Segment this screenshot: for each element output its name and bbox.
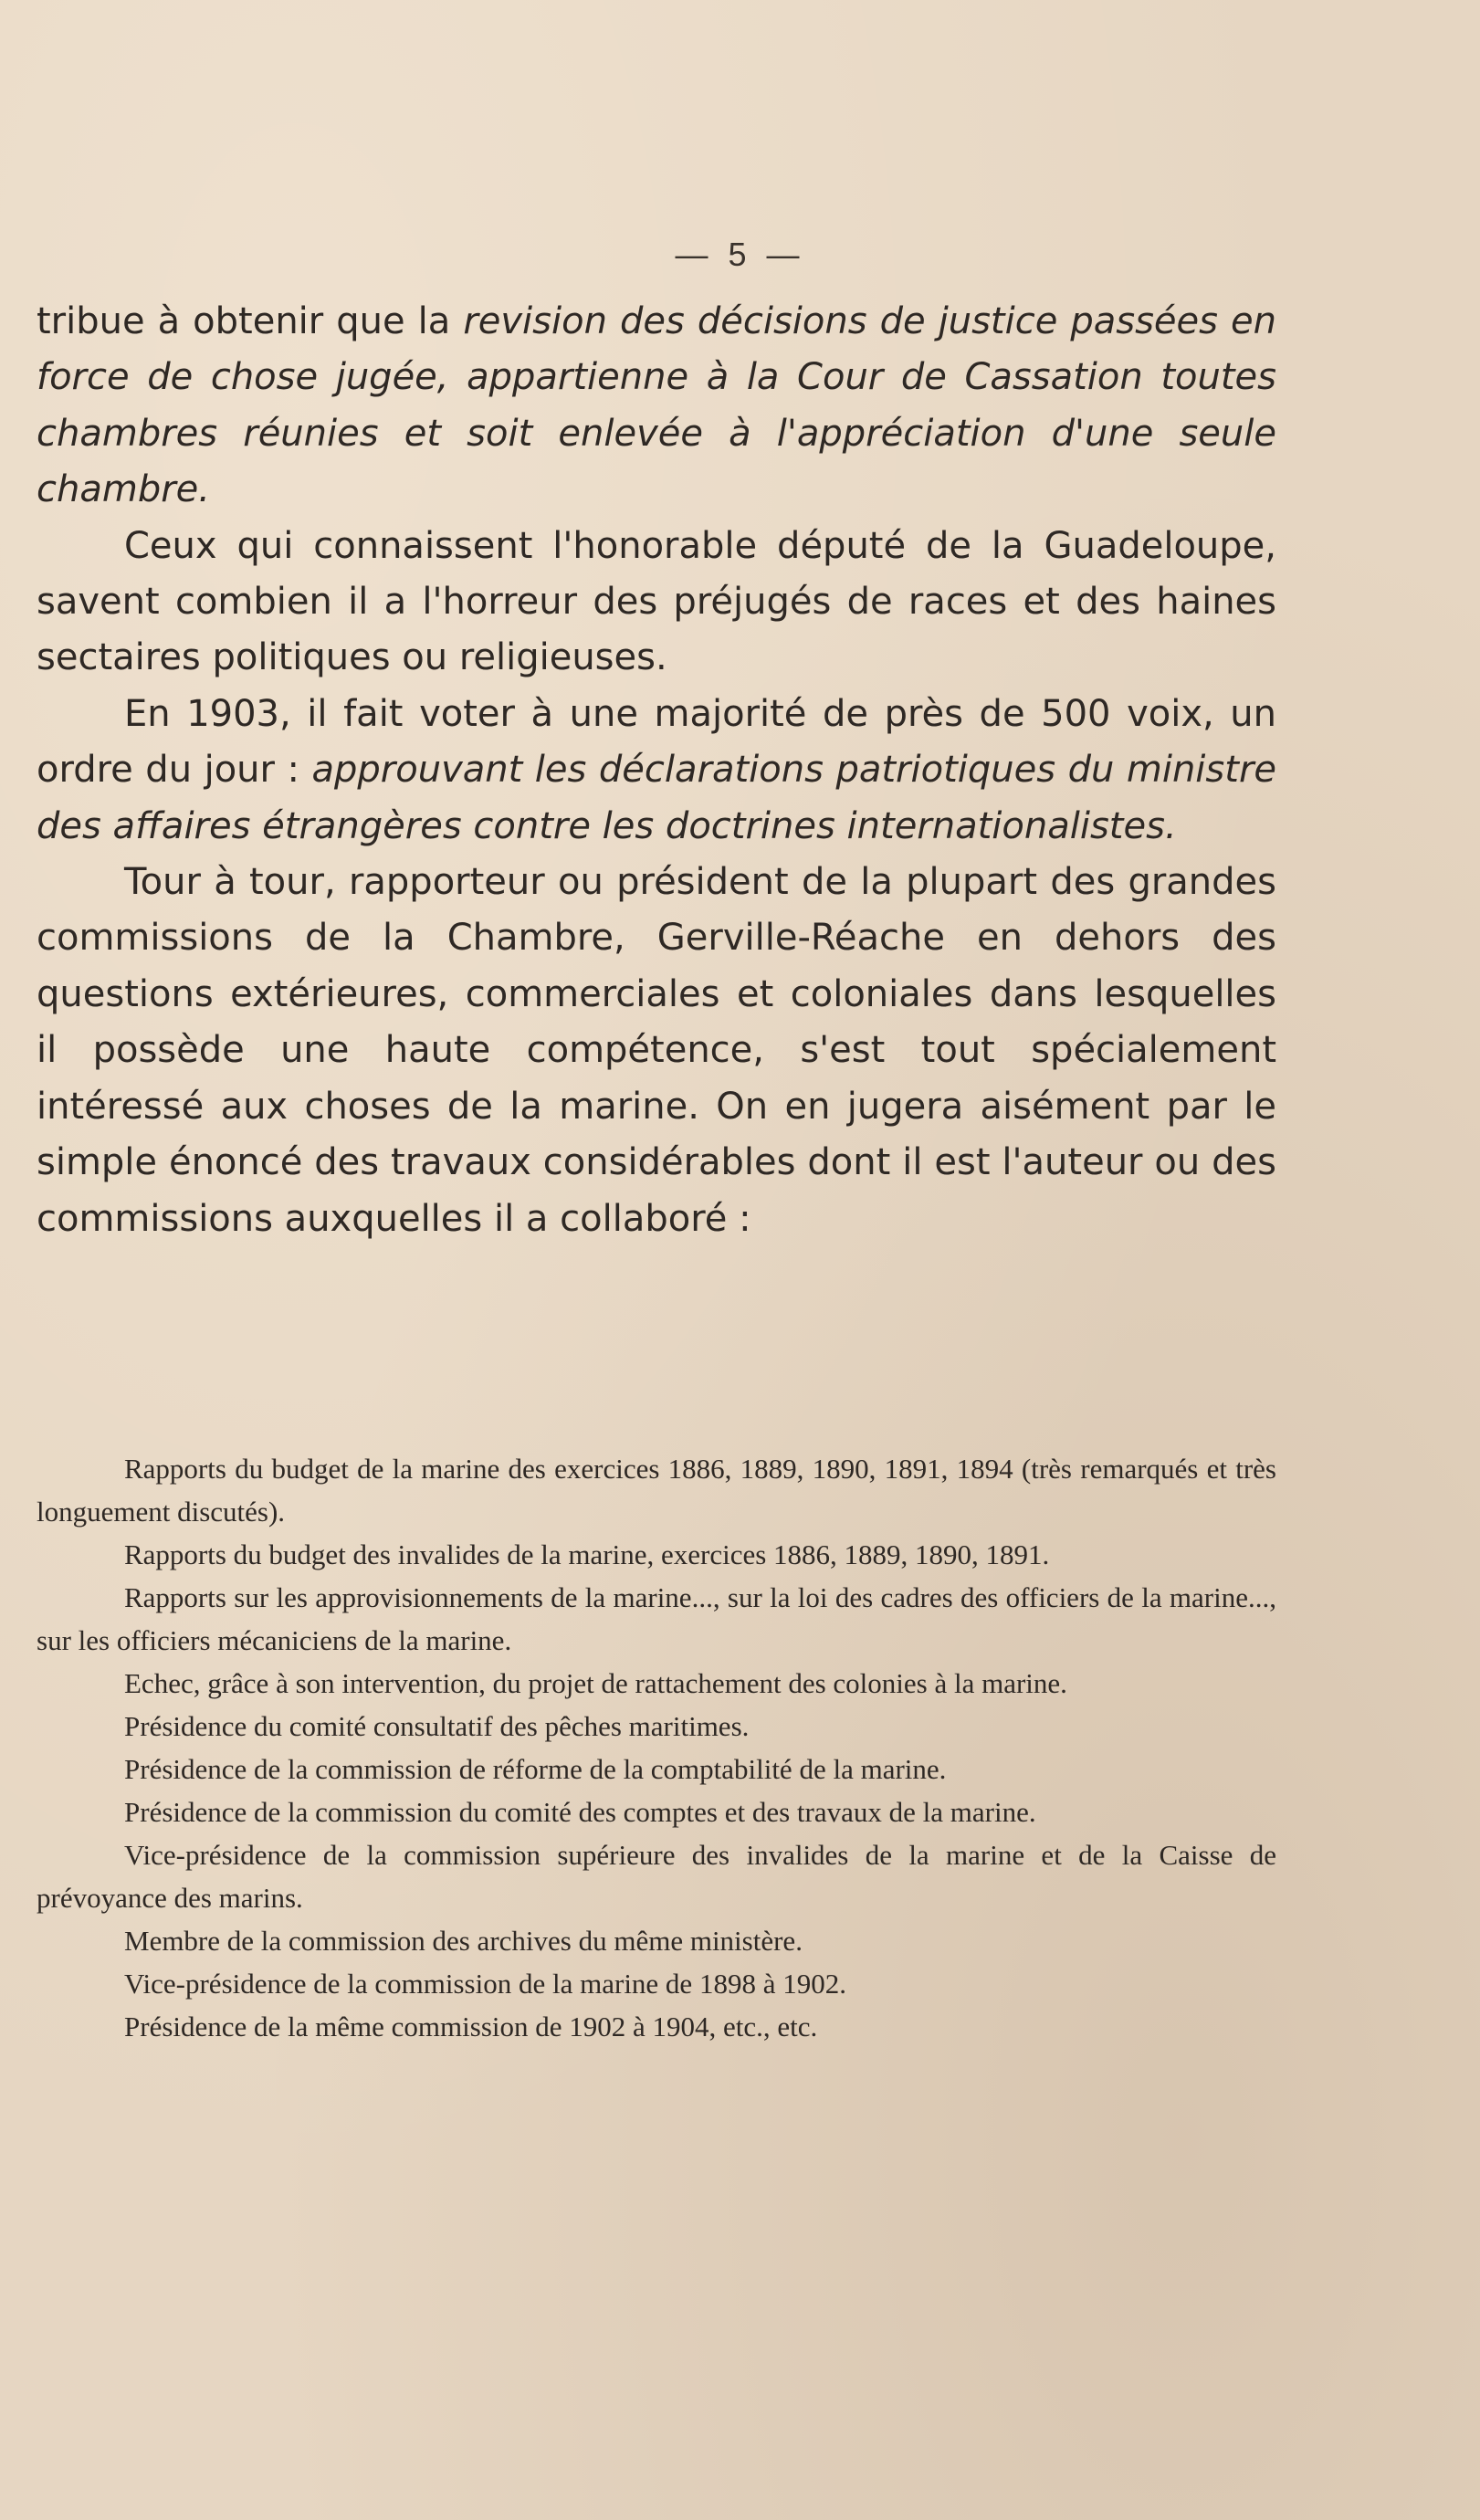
note-item: Présidence de la commission du comité des comptes et des travaux de la marine. xyxy=(124,1796,1036,1828)
paragraph-3-text: En 1903, il fait voter à une majorité de près de 500 voix, un ordre du jour : xyxy=(37,692,1276,792)
notes-list xyxy=(37,1447,1276,2048)
note-item: Présidence du comité consultatif des pêches maritimes. xyxy=(124,1710,750,1742)
note-item: Membre de la commission des archives du même ministère. xyxy=(124,1925,803,1957)
note-item: Rapports du budget des invalides de la marine, exercices 1886, 1889, 1890, 1891. xyxy=(124,1538,1050,1570)
note-item: Rapports du budget de la marine des exercices 1886, 1889, 1890, 1891, 1894 (très remarqués et très longuement discutés). xyxy=(37,1453,1276,1528)
paragraph-3 xyxy=(37,687,1276,855)
note-item: Rapports sur les approvisionnements de la marine..., sur la loi des cadres des officiers de la marine..., sur les officiers mécaniciens de la marine. xyxy=(37,1581,1276,1656)
paragraph-3-italic: approuvant les déclarations patriotiques du ministre des affaires étrangères contre les doctrines internationalistes. xyxy=(37,749,1276,847)
paragraph-1-text: tribue à obtenir que la xyxy=(37,300,464,342)
paragraph-4: Tour à tour, rapporteur ou président de la plupart des grandes commissions de la Chambre, Gerville-Réache en dehors des questions extérieures, commerciales et coloniales dans lesquelles il possède une haute compétence, s'est tout spécialement intéressé aux choses de la marine. On en jugera aisément par le simple énoncé des travaux considérables dont il est l'auteur ou des commissions auxquelles il a collaboré : xyxy=(37,861,1276,1240)
note-item: Présidence de la commission de réforme de la comptabilité de la marine. xyxy=(124,1753,947,1785)
note-item: Vice-présidence de la commission supérieure des invalides de la marine et de la Caisse de prévoyance des marins. xyxy=(37,1839,1276,1914)
page-number: — 5 — xyxy=(675,236,805,273)
paragraph-2: Ceux qui connaissent l'honorable député de la Guadeloupe, savent combien il a l'horreur des préjugés de races et des haines sectaires politiques ou religieuses. xyxy=(37,524,1276,679)
note-item: Présidence de la même commission de 1902 à 1904, etc., etc. xyxy=(124,2011,818,2042)
note-item: Echec, grâce à son intervention, du projet de rattachement des colonies à la marine. xyxy=(124,1667,1067,1699)
paragraph-1 xyxy=(37,294,1276,519)
note-item: Vice-présidence de la commission de la marine de 1898 à 1902. xyxy=(124,1968,846,2000)
paragraph-1-italic: revision des décisions de justice passées en force de chose jugée, appartienne à la Cour de Cassation toutes chambres réunies et soit enlevée à l'appréciation d'une seule chambre. xyxy=(37,300,1276,511)
main-text xyxy=(37,294,1276,1247)
